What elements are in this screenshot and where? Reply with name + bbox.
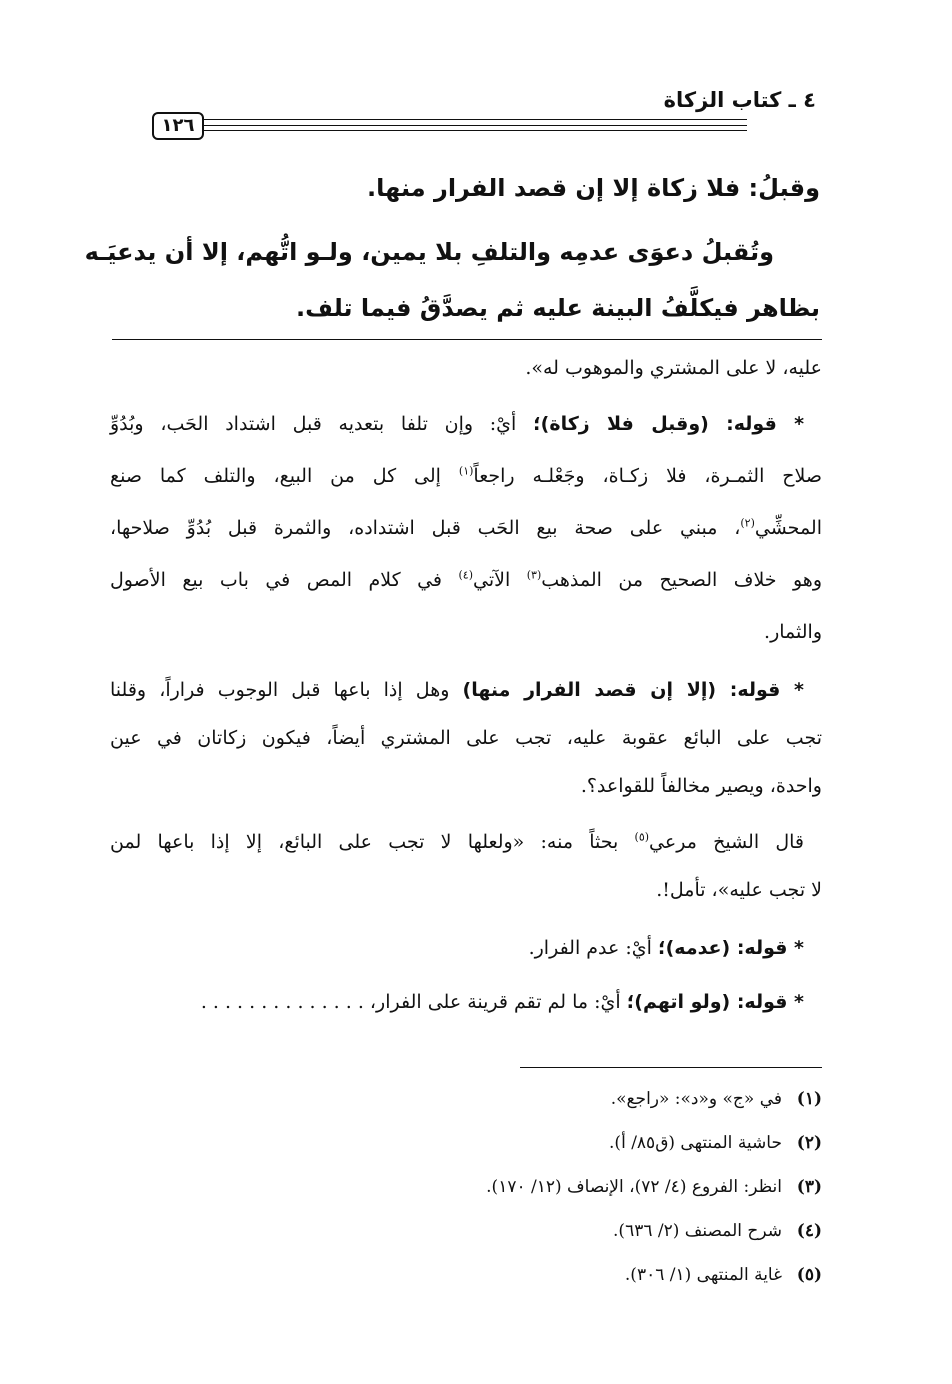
page-number: ١٢٦ [152,112,204,140]
sharh-line: * قوله: (ولو اتهم)؛ أيْ: ما لم تقم قرينة على الفرار، . . . . . . . . . . . . . . [200,991,804,1013]
footnote-separator [520,1067,822,1068]
footnote: (٥)غاية المنتهى (١/ ٣٠٦). [624,1265,822,1285]
footnote: (١)في «ج» و«د»: «راجع». [610,1089,822,1109]
footnote: (٢)حاشية المنتهى (ق٨٥/ أ). [609,1133,822,1153]
sharh-line: وهو خلاف الصحيح من المذهب$^{(٣)}$ الآتي$^{(٤)}$ في كلام المص في باب بيع الأصول [110,568,822,591]
matn-line: وقبلُ: فلا زكاة إلا إن قصد الفرار منها. [367,174,820,202]
sharh-line: * قوله: (إلا إن قصد الفرار منها) وهل إذا باعها قبل الوجوب فراراً، وقلنا [110,679,804,701]
qawluh-marker: * قوله: (عدمه)؛ [658,937,804,959]
sharh-line: * قوله: (وقبل فلا زكاة)؛ أيْ: وإن تلفا بتعديه قبل اشتداد الحَب، وبُدُوِّ [110,413,805,435]
footnote-ref: (٤) [458,568,473,582]
sharh-line: لا تجب عليه»، تأمل!. [656,879,822,901]
running-header-title: ٤ ـ كتاب الزكاة [663,88,816,112]
sharh-line: المحشِّي$^{(٢)}$، مبني على صحة بيع الحَب قبل اشتداده، والثمرة قبل بُدُوِّ صلاحها، [110,516,822,539]
matn-line: وتُقبلُ دعوَى عدمِه والتلفِ بلا يمين، ولـو اتُّهم، إلا أن يدعيَـه [84,238,774,266]
sharh-line: صلاح الثمـرة، فلا زكـاة، وجَعْلـه راجعاً$^{(١)}$ إلى كل من البيع، والتلف كما صنع [110,464,822,487]
footnote: (٤)شرح المصنف (٢/ ٦٣٦). [613,1221,822,1241]
qawluh-marker: * قوله: (ولو اتهم)؛ [626,991,804,1013]
qawluh-marker: * قوله: (إلا إن قصد الفرار منها) [462,679,804,701]
sharh-line: والثمار. [764,621,822,643]
sharh-line: * قوله: (عدمه)؛ أيْ: عدم الفرار. [528,937,804,959]
sharh-line: قال الشيخ مرعي$^{(٥)}$ بحثاً منه: «ولعلها لا تجب على البائع، إلا إذا باعها لمن [110,830,804,853]
footnote-ref: (٢) [740,516,755,530]
header-rule [204,130,747,131]
footnote-ref: (٥) [634,830,650,844]
footnote-ref: (٣) [526,568,542,582]
header-rule [204,125,747,126]
sharh-line: عليه، لا على المشتري والموهوب له». [525,357,822,379]
matn-line: بظاهر فيكلَّفُ البينة عليه ثم يصدَّقُ فيما تلف. [296,294,820,322]
qawluh-marker: * قوله: (وقبل فلا زكاة)؛ [533,413,805,435]
footnote-ref: (١) [458,464,474,478]
sharh-line: واحدة، ويصير مخالفاً للقواعد؟. [580,775,822,797]
matn-sharh-divider [112,339,822,340]
footnote: (٣)انظر: الفروع (٤/ ٧٢)، الإنصاف (١٢/ ١٧٠). [486,1177,822,1197]
header-rule [204,119,747,120]
sharh-line: تجب على البائع عقوبة عليه، تجب على المشتري أيضاً، فيكون زكاتان في عين [110,727,822,749]
